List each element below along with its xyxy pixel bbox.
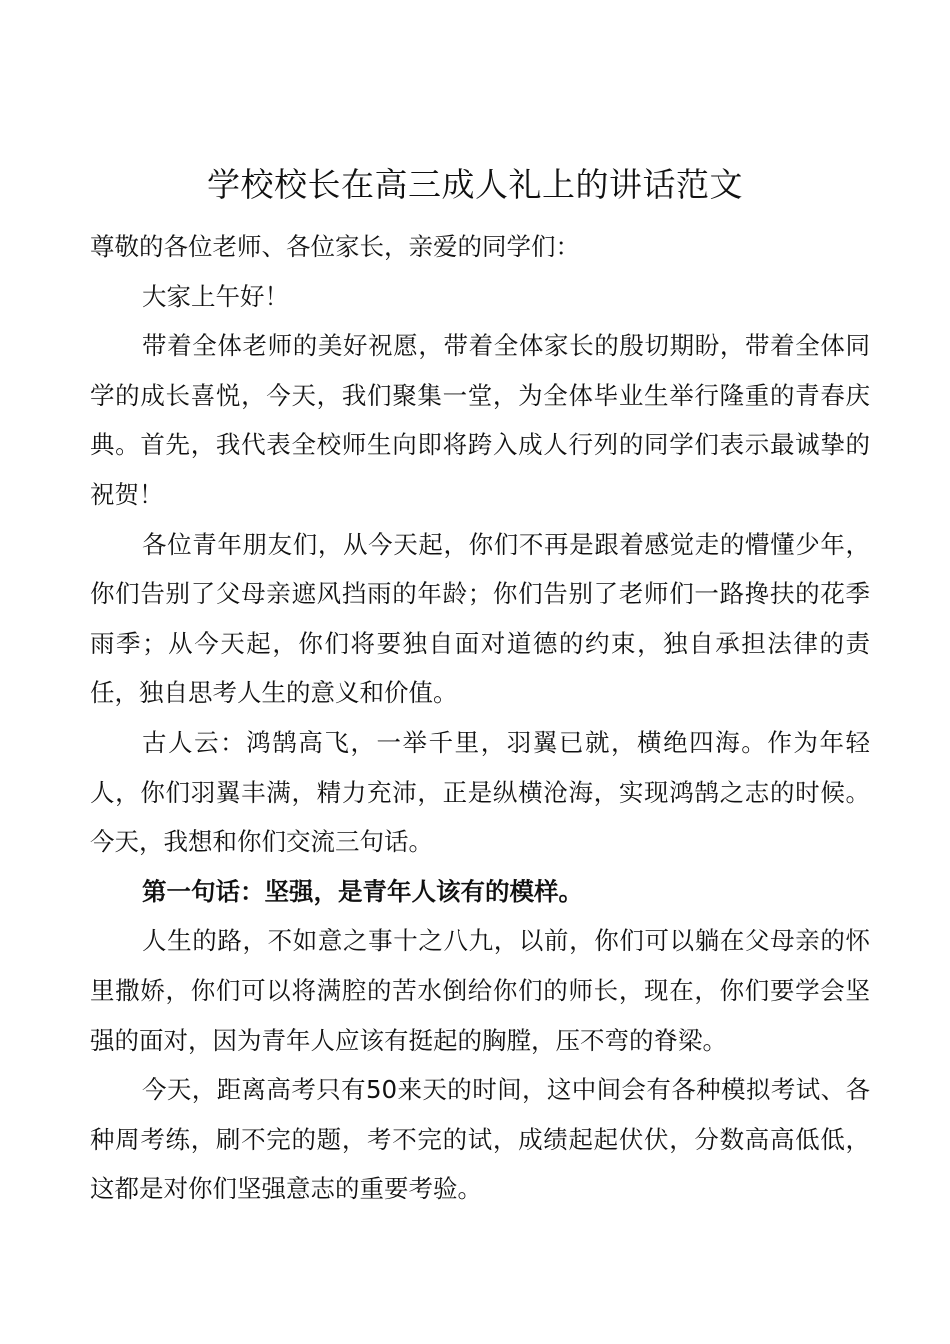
document-title: 学校校长在高三成人礼上的讲话范文	[207, 165, 743, 204]
paragraph-youth: 各位青年朋友们，从今天起，你们不再是跟着感觉走的懵懂少年，你们告别了父母亲遮风挡雨的年龄；你们告别了老师们一路搀扶的花季雨季；从今天起，你们将要独自面对道德的约束，独自承担法律的责任，独自思考人生的意义和价值。	[90, 529, 870, 708]
section-heading-first: 第一句话：坚强，是青年人该有的模样。	[142, 876, 583, 906]
paragraph-greeting: 大家上午好！	[142, 281, 289, 311]
salutation: 尊敬的各位老师、各位家长，亲爱的同学们：	[90, 232, 580, 261]
document-body	[90, 222, 870, 1214]
paragraph-opening: 带着全体老师的美好祝愿，带着全体家长的殷切期盼，带着全体同学的成长喜悦，今天，我们聚集一堂，为全体毕业生举行隆重的青春庆典。首先，我代表全校师生向即将跨入成人行列的同学们表示最诚挚的祝贺！	[90, 331, 870, 509]
paragraph-life-road: 人生的路，不如意之事十之八九，以前，你们可以躺在父母亲的怀里撒娇，你们可以将满腔的苦水倒给你们的师长，现在，你们要学会坚强的面对，因为青年人应该有挺起的胸膛，压不弯的脊梁。	[90, 926, 870, 1055]
paragraph-exam: 今天，距离高考只有50来天的时间，这中间会有各种模拟考试、各种周考练，刷不完的题，考不完的试，成绩起起伏伏，分数高高低低，这都是对你们坚强意志的重要考验。	[90, 1075, 870, 1204]
paragraph-ancient-quote: 古人云：鸿鹄高飞，一举千里，羽翼已就，横绝四海。作为年轻人，你们羽翼丰满，精力充沛，正是纵横沧海，实现鸿鹄之志的时候。今天，我想和你们交流三句话。	[90, 727, 870, 857]
